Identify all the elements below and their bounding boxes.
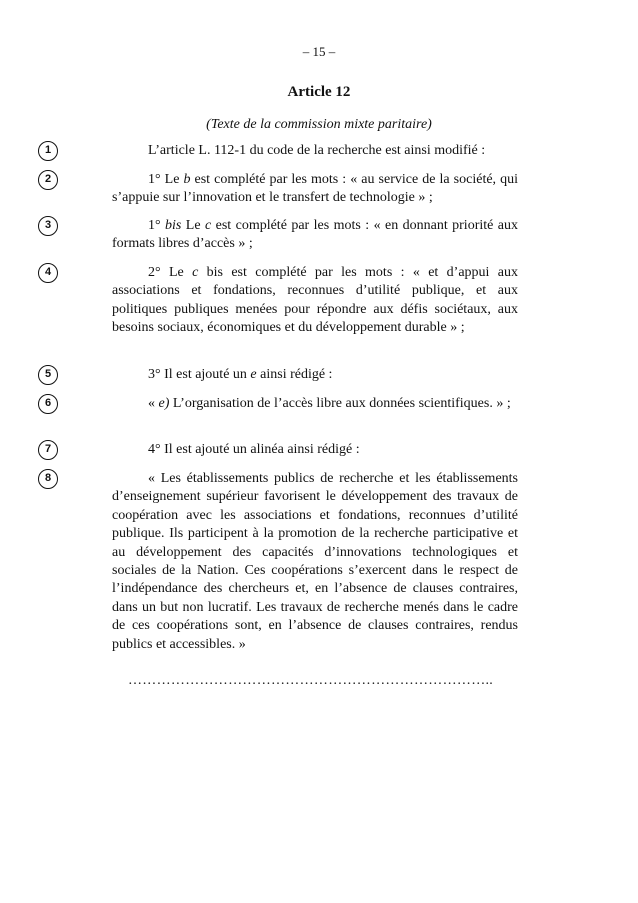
- alinea-2: 1° Le b est complété par les mots : « au service de la société, qui s’appuie sur l’innovation et le transfert de technologie » ;: [112, 172, 518, 206]
- alinea-number-4: 4: [38, 263, 58, 283]
- article-subtitle: (Texte de la commission mixte paritaire): [206, 117, 432, 132]
- alinea-number-6: 6: [38, 394, 58, 414]
- alinea-number-7: 7: [38, 440, 58, 460]
- alinea-7: 4° Il est ajouté un alinéa ainsi rédigé :: [148, 442, 360, 457]
- page-number: – 15 –: [302, 44, 336, 59]
- alinea-number-3: 3: [38, 216, 58, 236]
- alinea-number-5: 5: [38, 365, 58, 385]
- alinea-5: 3° Il est ajouté un e ainsi rédigé :: [148, 367, 333, 382]
- alinea-number-8: 8: [38, 469, 58, 489]
- alinea-8: « Les établissements publics de recherche et les établissements d’enseignement supérieur favorisent le développement des travaux de coopération avec les associations et fondations, reconnues d’utilité publique. Ils participent à la promotion de la recherche participative et au développement des capacités d’innovations technologiques et sociales de la Nation. Ces coopérations s’exercent dans le respect de l’indépendance des chercheurs et, en l’absence de clauses contraires, dans un but non lucratif. Les travaux de recherche menés dans le cadre de ces coopérations sont, en l’absence de clauses contraires, rendus publics et accessibles. »: [112, 471, 518, 652]
- article-title: Article 12: [287, 84, 351, 100]
- ellipsis-line: …………………………………………………………………..: [128, 673, 494, 688]
- alinea-4: 2° Le c bis est complété par les mots : « et d’appui aux associations et fondations, reconnues d’utilité publique, et aux politiques publiques menées pour répondre aux défis sociétaux, aux besoins sociaux, économiques et du développement durable » ;: [112, 265, 518, 336]
- alinea-number-1: 1: [38, 141, 58, 161]
- alinea-6: « e) L’organisation de l’accès libre aux données scientifiques. » ;: [148, 396, 511, 411]
- alinea-1: L’article L. 112-1 du code de la recherche est ainsi modifié :: [148, 143, 486, 158]
- alinea-number-2: 2: [38, 170, 58, 190]
- alinea-3: 1° bis Le c est complété par les mots : « en donnant priorité aux formats libres d’accès » ;: [112, 218, 518, 252]
